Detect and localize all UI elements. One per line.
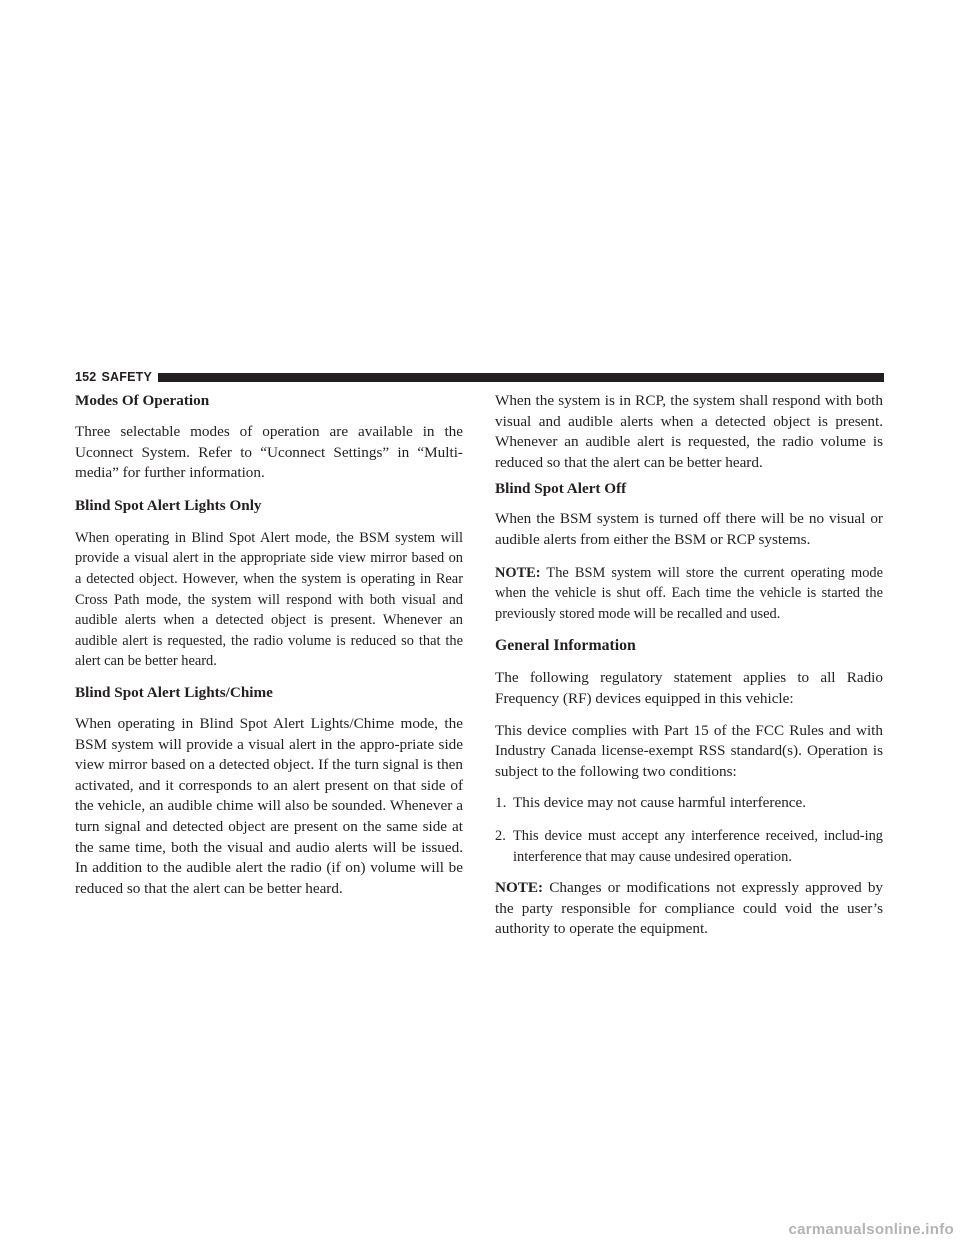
alert-off-heading: Blind Spot Alert Off (495, 480, 627, 498)
right-column (495, 391, 883, 940)
note-modifications (495, 878, 883, 940)
note-text: Changes or modifications not expressly approved by the party responsible for compliance could void the user’s authority to operate the equipment. (495, 879, 884, 938)
general-info-heading: General Information (495, 637, 636, 655)
list-item: 1. This device may not cause harmful interference. (495, 794, 807, 812)
page-header (75, 370, 884, 384)
rcp-paragraph: When the system is in RCP, the system shall respond with both visual and audible alerts when a detected object is present. Whenever an audible alert is requested, the radio volume is reduced so that the alert can be better heard. (495, 392, 883, 471)
alert-off-paragraph: When the BSM system is turned off there will be no visual or audible alerts from either the BSM or RCP systems. (495, 510, 883, 548)
left-column (75, 391, 463, 899)
header-rule (158, 373, 884, 382)
note-label: NOTE: (495, 879, 544, 897)
general-info-paragraph: The following regulatory statement applies to all Radio Frequency (RF) devices equipped in this vehicle: (495, 669, 883, 707)
modes-paragraph: Three selectable modes of operation are available in the Uconnect System. Refer to “Uconnect Settings” in “Multi-media” for further information. (75, 423, 463, 482)
list-item: 2. This device must accept any interference received, includ-ing interference that may cause undesired operation. (495, 827, 883, 865)
note-label: NOTE: (495, 564, 541, 581)
fcc-paragraph: This device complies with Part 15 of the FCC Rules and with Industry Canada license-exempt RSS standard(s). Operation is subject to the following two conditions: (495, 721, 883, 780)
lights-only-heading: Blind Spot Alert Lights Only (75, 496, 262, 514)
note-operating-mode (495, 563, 883, 625)
lights-only-paragraph: When operating in Blind Spot Alert mode, the BSM system will provide a visual alert in the appropriate side view mirror based on a detected object. However, when the system is operating in Rear Cross Path mode, the system will respond with both visual and audible alerts when a detected object is present. Whenever an audible alert is requested, the radio volume is reduced so that the alert can be better heard. (75, 529, 463, 670)
modes-heading: Modes Of Operation (75, 392, 210, 409)
note-text: The BSM system will store the current operating mode when the vehicle is shut off. Each time the vehicle is started the previously stored mode will be recalled and used. (495, 564, 883, 622)
watermark: carmanualsonline.info (788, 1221, 954, 1238)
section-title: SAFETY (101, 370, 152, 384)
page-number: 152 (75, 370, 97, 384)
lights-chime-paragraph: When operating in Blind Spot Alert Lights/Chime mode, the BSM system will provide a visual alert in the appro-priate side view mirror based on a detected object. If the turn signal is then activated, and it corresponds to an alert present on that side of the vehicle, an audible chime will also be sounded. Whenever a turn signal and detected object are present on the same side at the same time, both the visual and audio alerts will be issued. In addition to the audible alert the radio (if on) volume will be reduced so that the alert can be better heard. (75, 714, 463, 897)
lights-chime-heading: Blind Spot Alert Lights/Chime (75, 683, 273, 701)
